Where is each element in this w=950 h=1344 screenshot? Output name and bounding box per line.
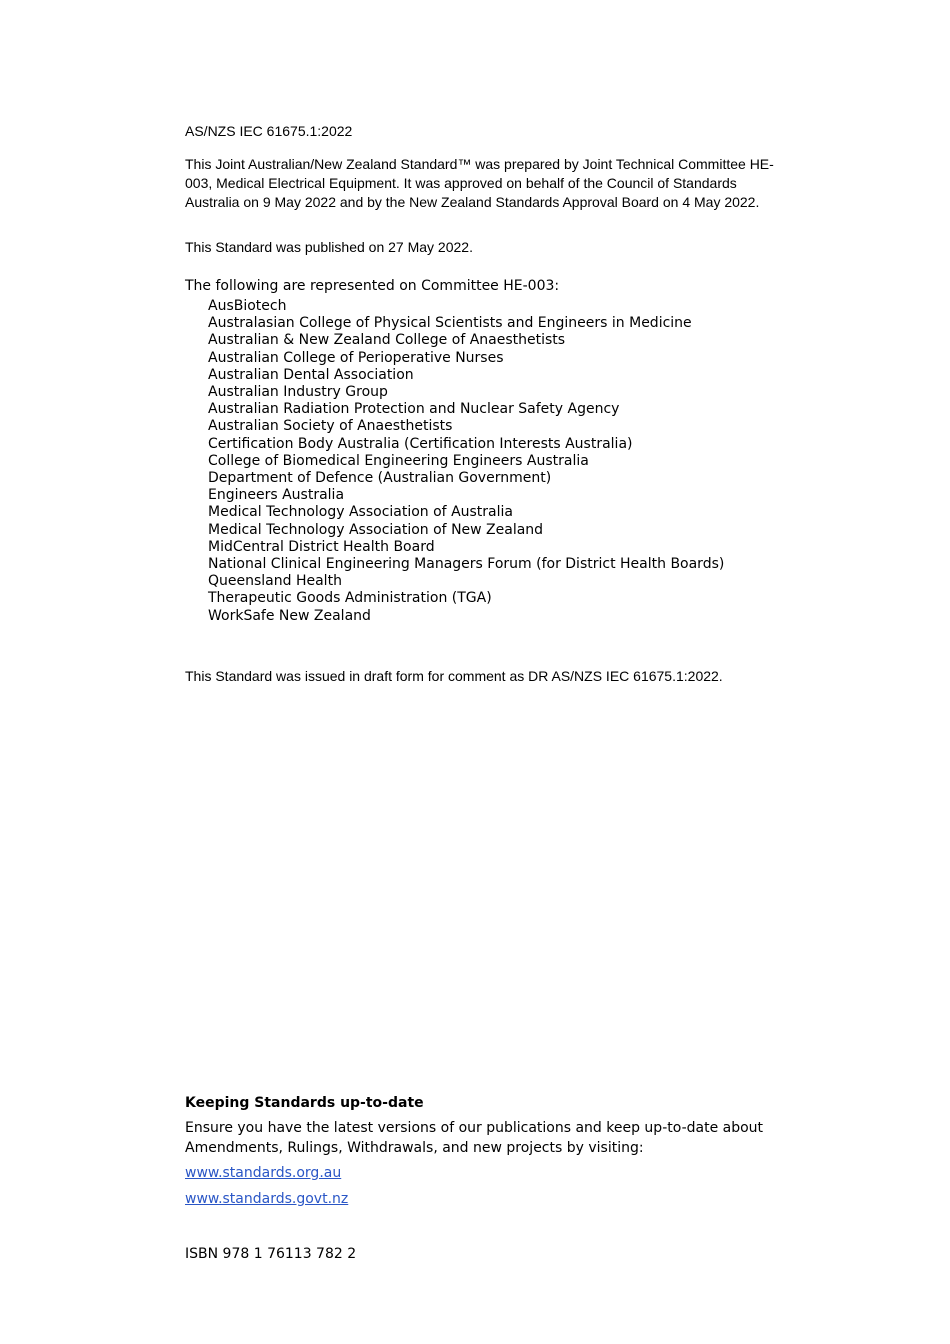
committee-member: Certification Body Australia (Certification Interests Australia) — [208, 435, 633, 452]
standards-new-zealand-link[interactable]: www.standards.govt.nz — [185, 1191, 349, 1207]
committee-member: Australian College of Perioperative Nurses — [208, 349, 504, 366]
committee-heading: The following are represented on Committee HE-003: — [185, 278, 560, 294]
committee-member: Engineers Australia — [208, 487, 345, 504]
document-identifier: AS/NZS IEC 61675.1:2022 — [185, 123, 353, 139]
committee-member: Australian Radiation Protection and Nuclear Safety Agency — [208, 401, 620, 418]
committee-member: Department of Defence (Australian Government) — [208, 470, 552, 487]
committee-member: AusBiotech — [208, 298, 287, 314]
isbn: ISBN 978 1 76113 782 2 — [185, 1246, 357, 1262]
committee-member-list — [208, 298, 724, 625]
committee-member: Queensland Health — [208, 573, 342, 590]
committee-member: Medical Technology Association of New Zealand — [208, 521, 544, 538]
committee-member: College of Biomedical Engineering Engineers Australia — [208, 452, 589, 469]
committee-member: Australian Society of Anaesthetists — [208, 418, 453, 435]
committee-member: Australasian College of Physical Scientists and Engineers in Medicine — [208, 315, 692, 332]
committee-member: MidCentral District Health Board — [208, 538, 435, 555]
keeping-up-to-date-heading: Keeping Standards up-to-date — [185, 1095, 424, 1111]
committee-member: WorkSafe New Zealand — [208, 607, 371, 624]
committee-member: Australian Industry Group — [208, 384, 388, 401]
publication-date-statement: This Standard was published on 27 May 2022. — [185, 239, 473, 255]
committee-member: National Clinical Engineering Managers Forum (for District Health Boards) — [208, 556, 725, 573]
standards-australia-link[interactable]: www.standards.org.au — [185, 1165, 342, 1181]
committee-member: Therapeutic Goods Administration (TGA) — [208, 590, 492, 607]
draft-note: This Standard was issued in draft form for comment as DR AS/NZS IEC 61675.1:2022. — [185, 668, 723, 684]
committee-member: Australian & New Zealand College of Anaesthetists — [208, 332, 566, 349]
keeping-up-to-date-body: Ensure you have the latest versions of our publications and keep up-to-date about Amendments, Rulings, Withdrawals, and new projects by visiting: — [185, 1120, 764, 1156]
preparation-statement: This Joint Australian/New Zealand Standard™ was prepared by Joint Technical Committee HE-003, Medical Electrical Equipment. It was approved on behalf of the Council of Standards Australia on 9 May 2022 and by the New Zealand Standards Approval Board on 4 May 2022. — [185, 156, 774, 210]
committee-member: Australian Dental Association — [208, 366, 414, 383]
committee-member: Medical Technology Association of Australia — [208, 504, 513, 521]
